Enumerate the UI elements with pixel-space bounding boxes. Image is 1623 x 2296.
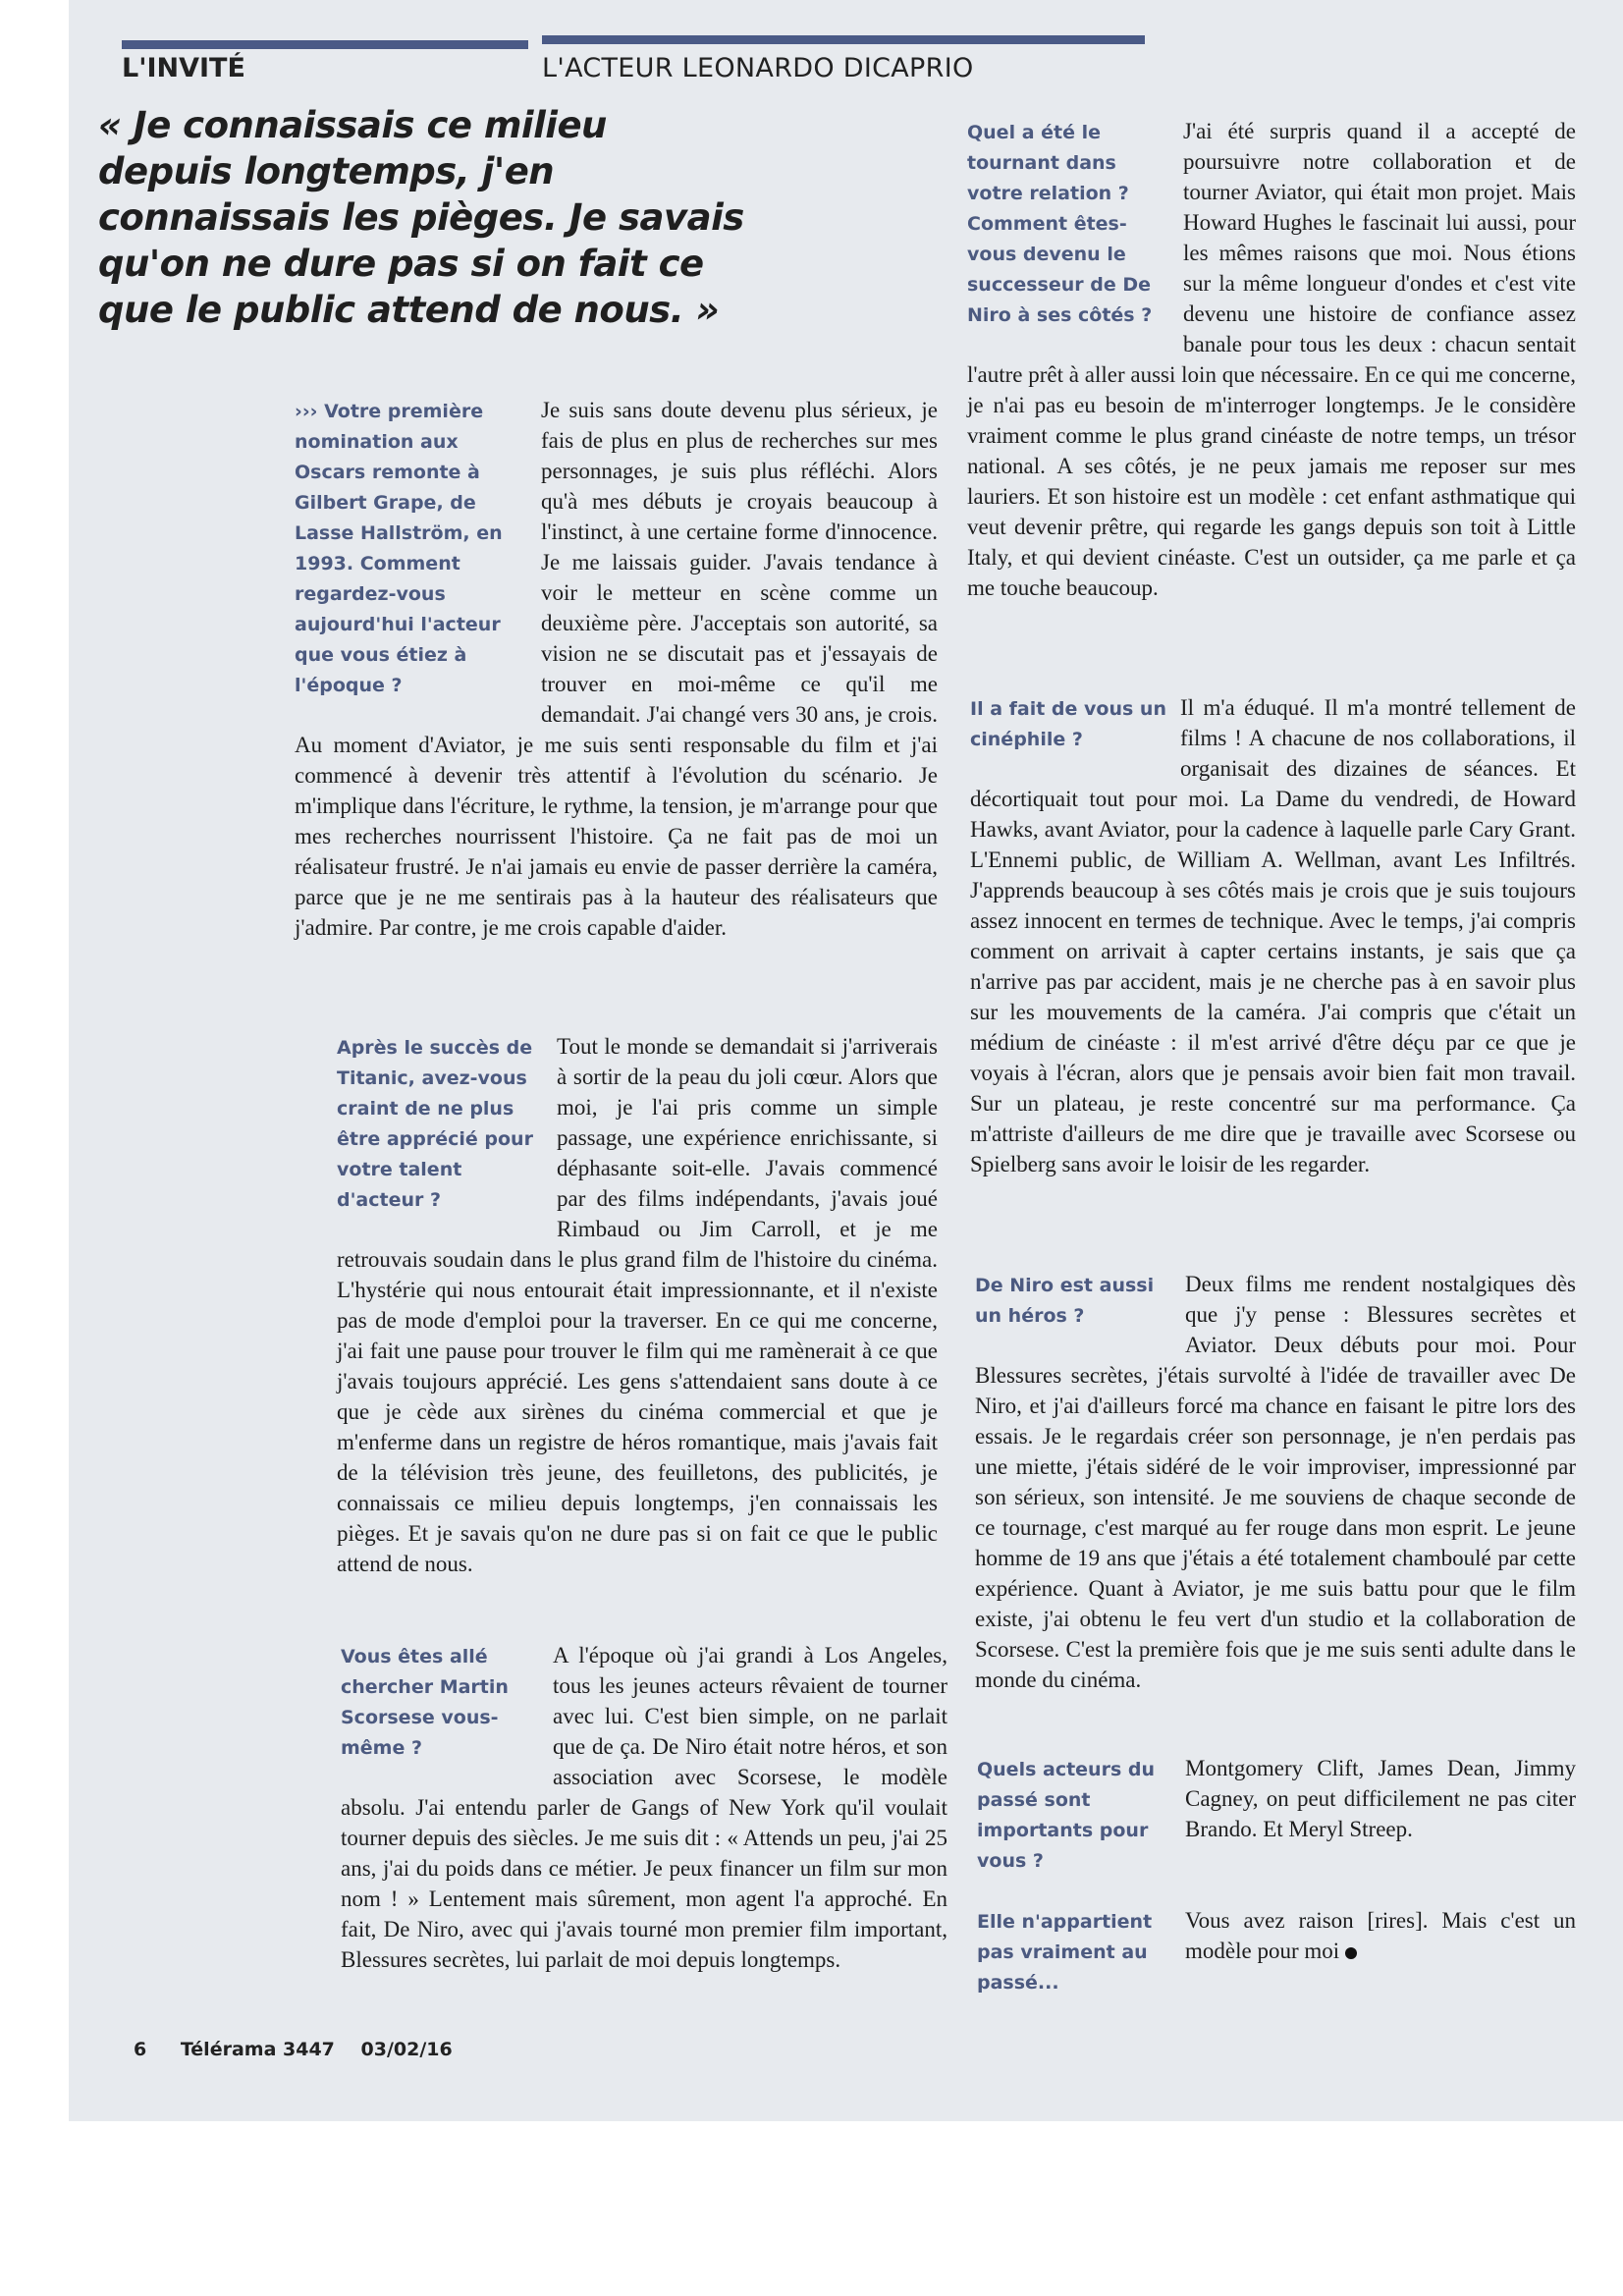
answer: J'ai été surpris quand il a accepté de poursuivre notre collaboration et de tourner Aviator, qui était mon projet. Mais Howard Hughes le fascinait lui aussi, pour les mêmes raisons que moi. Nous étions sur la même longueur d'ondes et c'est vite devenu une histoire de confiance assez banale pour tous les deux : chacun sentait l'autre prêt à aller aussi loin que nécessaire. En ce qui me concerne, je n'ai pas eu besoin de m'interroger longtemps. Je le considère vraiment comme le plus grand cinéaste de notre temps, un trésor national. A ses côtés, je ne peux jamais me reposer sur mes lauriers. Et son histoire est un modèle : cet enfant asthmatique qui veut devenir prêtre, qui regarde les gangs depuis son toit à Little Italy, et qui devient cinéaste. C'est un outsider, ça me parle et ça me touche beaucoup. [967,119,1576,600]
answer: Deux films me rendent nostalgiques dès que j'y pense : Blessures secrètes et Aviator. Deux débuts pour moi. Pour Blessures secrètes, j'étais survolté à l'idée de travailler avec De Niro, et j'ai d'ailleurs forcé ma chance en faisant le pitre lors des essais. Je le regardais créer son personnage, je n'en perdais pas une miette, j'étais sidéré de le voir improviser, impressionné par son sérieux, son intensité. Je me souviens de chaque seconde de ce tournage, c'est marqué au fer rouge dans mon esprit. Le jeune homme de 19 ans que j'étais a été totalement chamboulé par cette expérience. Quant à Aviator, je me suis battu pour que le film existe, j'ai obtenu le feu vert d'un studio et la collaboration de Scorsese. C'est la première fois que je me suis senti adulte dans le monde du cinéma. [975,1272,1576,1692]
question: Après le succès de Titanic, avez-vous craint de ne plus être apprécié pour votre talent d'acteur ? [337,1037,533,1211]
answer: Il m'a éduqué. Il m'a montré tellement de films ! A chacune de nos collaborations, il organisait des dizaines de séances. Et décortiquait tout pour moi. La Dame du vendredi, de Howard Hawks, avant Aviator, pour la cadence à laquelle parle Cary Grant. L'Ennemi public, de William A. Wellman, avant Les Infiltrés. J'apprends beaucoup à ses côtés mais je crois que je suis toujours assez innocent en termes de technique. Avec le temps, j'ai compris comment on arrivait à capter certains instants, je sais que ça n'arrive pas par accident, mais je ne cherche pas à en savoir plus sur les mouvements de la caméra. J'ai compris que c'était un médium de cinéaste : il m'est arrivé d'être déçu par ce que je voyais à l'écran, alors que je pensais avoir bien fait mon travail. Sur un plateau, je reste concentré sur ma performance. Ça m'attriste d'ailleurs de me dire que je travaille avec Scorsese ou Spielberg sans avoir le loisir de les regarder. [970,695,1576,1176]
qa-block [977,1753,1576,1883]
qa-block [337,1031,938,1579]
question: Quels acteurs du passé sont importants pour vous ? [977,1759,1156,1872]
qa-block [967,116,1576,603]
end-mark-icon [1345,1947,1357,1959]
section-label: L'INVITÉ [122,53,245,83]
qa-block [970,692,1576,1179]
answer: Montgomery Clift, James Dean, Jimmy Cagney, on peut difficilement ne pas citer Brando. Et Meryl Streep. [1185,1756,1576,1841]
header-rule-right [542,35,1145,44]
issue-date: 03/02/16 [360,2039,453,2060]
question: Vous êtes allé chercher Martin Scorsese vous-même ? [341,1646,509,1759]
question: ››› Votre première nomination aux Oscars remonte à Gilbert Grape, de Lasse Hallström, en 1993. Comment regardez-vous aujourd'hui l'acteur que vous étiez à l'époque ? [295,401,503,696]
pull-quote: « Je connaissais ce milieu depuis longtemps, j'en connaissais les pièges. Je savais qu'on ne dure pas si on fait ce que le public attend de nous. » [98,104,744,331]
question: De Niro est aussi un héros ? [975,1275,1155,1327]
question: Il a fait de vous un cinéphile ? [970,698,1166,750]
qa-block [295,395,938,943]
question: Quel a été le tournant dans votre relation ? Comment êtes-vous devenu le successeur de De Niro à ses côtés ? [967,122,1153,326]
magazine-issue: Télérama 3447 [180,2039,335,2060]
page-footer [134,2039,472,2060]
answer: A l'époque où j'ai grandi à Los Angeles, tous les jeunes acteurs rêvaient de tourner avec lui. C'est bien simple, on ne parlait que de ça. De Niro était notre héros, et son association avec Scorsese, le modèle absolu. J'ai entendu parler de Gangs of New York qu'il voulait tourner depuis des siècles. Je me suis dit : « Attends un peu, j'ai 25 ans, j'ai du poids dans ce métier. Je peux financer un film sur mon nom ! » Lentement mais sûrement, mon agent l'a approché. En fait, De Niro, avec qui j'avais tourné mon premier film important, Blessures secrètes, lui parlait de moi depuis longtemps. [341,1643,947,1972]
answer-text: Vous avez raison [rires]. Mais c'est un modèle pour moi [1185,1908,1576,1963]
header-rule-left [122,40,528,49]
question: Elle n'appartient pas vraiment au passé... [977,1911,1153,1994]
qa-block [977,1905,1576,2004]
qa-block [975,1269,1576,1695]
interview-subject: L'ACTEUR LEONARDO DICAPRIO [542,53,974,83]
qa-block [341,1640,947,1975]
page-number: 6 [134,2039,147,2060]
answer: Je suis sans doute devenu plus sérieux, je fais de plus en plus de recherches sur mes personnages, je suis plus réfléchi. Alors qu'à mes débuts je croyais beaucoup à l'instinct, à une certaine forme d'innocence. Je me laissais guider. J'avais tendance à voir le metteur en scène comme un deuxième père. J'acceptais son autorité, sa vision ne se discutait pas et j'essayais de trouver en moi-même ce qu'il me demandait. J'ai changé vers 30 ans, je crois. Au moment d'Aviator, je me suis senti responsable du film et j'ai commencé à devenir très attentif à l'évolution du scénario. Je m'implique dans l'écriture, le rythme, la tension, je m'arrange pour que mes recherches nourrissent l'histoire. Ça ne fait pas de moi un réalisateur frustré. Je n'ai jamais eu envie de passer derrière la caméra, parce que je ne me sentirais pas à la hauteur des réalisateurs que j'admire. Par contre, je me crois capable d'aider. [295,398,938,940]
answer: Tout le monde se demandait si j'arriverais à sortir de la peau du joli cœur. Alors que moi, je l'ai pris comme un simple passage, une expérience enrichissante, si déphasante soit-elle. J'avais commencé par des films indépendants, j'avais joué Rimbaud ou Jim Carroll, et je me retrouvais soudain dans le plus grand film de l'histoire du cinéma. L'hystérie qui nous entourait était impressionnante, et il n'existe pas de mode d'emploi pour la traverser. En ce qui me concerne, j'ai fait une pause pour trouver le film qui me ramènerait à ce que j'avais toujours apprécié. Les gens s'attendaient sans doute à ce que je cède aux sirènes du cinéma commercial et que je m'enferme dans un registre de héros romantique, mais j'avais fait de la télévision très jeune, des feuilletons, des publicités, je connaissais ce milieu depuis longtemps, j'en connaissais les pièges. Et je savais qu'on ne dure pas si on fait ce que le public attend de nous. [337,1034,938,1576]
